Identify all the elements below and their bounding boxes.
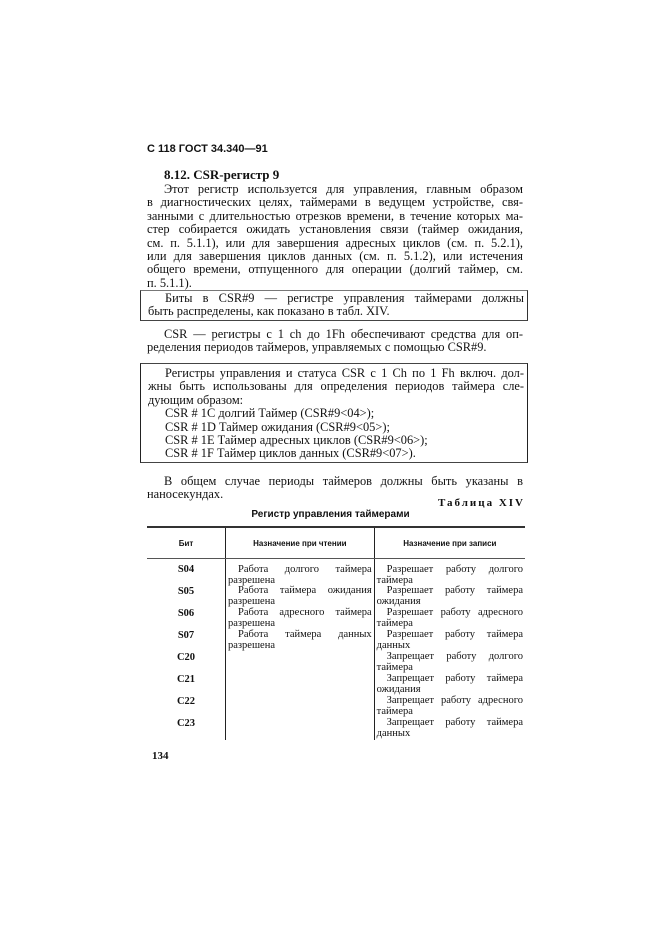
text-line: Биты в CSR#9 — регистре управления таймерами должны [165, 291, 524, 305]
text-line: жны быть использованы для определения периодов таймера сле- [148, 379, 524, 394]
cell-bit: C21 [176, 674, 196, 685]
cell-bit: S05 [177, 586, 195, 597]
table-row [147, 652, 525, 674]
cell-read [226, 718, 375, 740]
text-line: дующим образом: [148, 392, 244, 407]
cell-write: Запрещает работу долгого таймера [374, 652, 525, 674]
page-header: С 118 ГОСТ 34.340—91 [147, 143, 268, 155]
column-header-read: Назначение при чтении [226, 527, 375, 559]
note-box-1 [140, 290, 528, 321]
paragraph-2 [147, 328, 523, 355]
table-row [147, 696, 525, 718]
table-number: Таблица XIV [437, 497, 525, 509]
note-box-2-text [148, 367, 524, 461]
cell-write: Запрещает работу адресного таймера [374, 696, 525, 718]
note-box-2 [140, 363, 528, 463]
paragraph-1 [147, 183, 523, 290]
cell-write: Запрещает работу таймера ожидания [374, 674, 525, 696]
cell-bit: S07 [177, 630, 195, 641]
cell-bit: C20 [176, 652, 196, 663]
text-line: CSR # 1F Таймер циклов данных (CSR#9<07>). [165, 446, 416, 461]
cell-bit: C22 [176, 696, 196, 707]
cell-write: Запрещает работу таймера данных [374, 718, 525, 740]
cell-bit: C23 [176, 718, 196, 729]
text-line: общего времени, отпущенного для операции (долгий таймер, см. [147, 262, 523, 277]
text-line: быть распределены, как показано в табл. XIV. [148, 304, 390, 319]
text-line: В общем случае периоды таймеров должны быть указаны в [164, 474, 523, 488]
cell-bit: S06 [177, 608, 195, 619]
text-line: см. п. 5.1.1), или для завершения адресных циклов (см. п. 5.2.1), [147, 235, 523, 250]
text-line: наносекундах. [147, 487, 224, 502]
cell-read [226, 652, 375, 674]
text-line: занными с длительностью отрезков времени, в течение которых ма- [147, 208, 523, 223]
text-line: CSR # 1E Таймер адресных циклов (CSR#9<06>); [165, 433, 428, 448]
table-row [147, 559, 525, 587]
cell-read: Работа долгого таймера разрешена [226, 559, 375, 587]
table-row [147, 674, 525, 696]
table-row [147, 630, 525, 652]
text-line: стер собирается ожидать установления связи (таймер ожидания, [147, 222, 523, 237]
cell-read [226, 674, 375, 696]
column-header-bit: Бит [147, 527, 226, 559]
text-line: в диагностических целях, таймерами в ведущем устройстве, свя- [147, 195, 523, 210]
note-box-1-text [148, 292, 524, 319]
cell-read: Работа таймера ожидания разрешена [226, 586, 375, 608]
cell-write: Разрешает работу таймера данных [374, 630, 525, 652]
table-caption: Регистр управления таймерами [251, 509, 410, 520]
cell-write: Разрешает работу долгого таймера [374, 559, 525, 587]
text-line: или для завершения циклов данных (см. п. 5.1.2), или истечения [147, 249, 523, 264]
cell-read [226, 696, 375, 718]
cell-read: Работа адресного таймера разрешена [226, 608, 375, 630]
text-line: CSR — регистры с 1 ch до 1Fh обеспечивают средства для оп- [164, 327, 523, 341]
cell-read: Работа таймера данных разрешена [226, 630, 375, 652]
text-line: п. 5.1.1). [147, 275, 192, 290]
table-row [147, 586, 525, 608]
text-line: ределения периодов таймеров, управляемых с помощью CSR#9. [147, 340, 487, 355]
section-title: 8.12. CSR-регистр 9 [164, 167, 280, 182]
timer-control-table [147, 526, 525, 740]
page-number: 134 [152, 750, 169, 762]
text-line: Этот регистр используется для управления, главным образом [164, 182, 523, 196]
cell-write: Разрешает работу адресного таймера [374, 608, 525, 630]
table-row [147, 608, 525, 630]
text-line: CSR # 1D Таймер ожидания (CSR#9<05>); [165, 419, 390, 434]
cell-bit: S04 [177, 564, 195, 575]
column-header-write: Назначение при записи [374, 527, 525, 559]
text-line: Регистры управления и статуса CSR с 1 Ch по 1 Fh включ. дол- [165, 366, 524, 380]
table-row [147, 718, 525, 740]
text-line: CSR # 1C долгий Таймер (CSR#9<04>); [165, 406, 375, 421]
cell-write: Разрешает работу таймера ожидания [374, 586, 525, 608]
